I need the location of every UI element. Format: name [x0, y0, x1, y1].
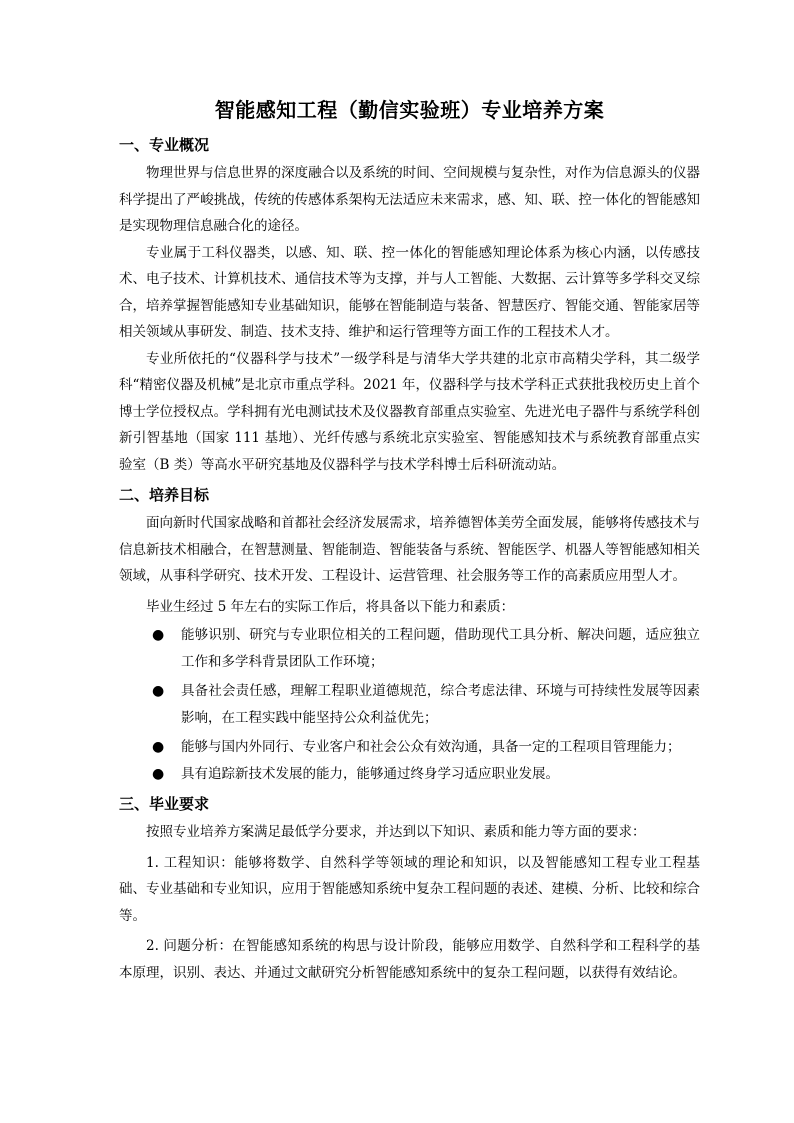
- list-item: [119, 734, 700, 761]
- list-item: [119, 622, 700, 675]
- paragraph: 1. 工程知识：能够将数学、自然科学等领域的理论和知识，以及智能感知工程专业工程基础、专业基础和专业知识，应用于智能感知系统中复杂工程问题的表述、建模、分析、比较和综合等。: [119, 854, 700, 924]
- paragraph: 物理世界与信息世界的深度融合以及系统的时间、空间规模与复杂性，对作为信息源头的仪器科学提出了严峻挑战，传统的传感体系架构无法适应未来需求，感、知、联、控一体化的智能感知是实现物理信息融合化的途径。: [119, 165, 700, 234]
- section-graduation-requirements: [119, 793, 700, 986]
- section-heading: 三、毕业要求: [119, 795, 210, 813]
- list-item: [119, 761, 700, 788]
- bullet-icon: ●: [152, 739, 165, 755]
- list-item: [119, 678, 700, 731]
- list-item-text: 能够与国内外同行、专业客户和社会公众有效沟通，具备一定的工程项目管理能力；: [181, 739, 681, 755]
- paragraph: 2. 问题分析：在智能感知系统的构思与设计阶段，能够应用数学、自然科学和工程科学的基本原理，识别、表达、并通过文献研究分析智能感知系统中的复杂工程问题，以获得有效结论。: [119, 938, 700, 981]
- bullet-icon: ●: [152, 627, 165, 643]
- section-overview: [119, 134, 700, 478]
- bullet-icon: ●: [152, 683, 165, 699]
- document-title: 智能感知工程（勤信实验班）专业培养方案: [214, 98, 605, 122]
- document-page: [119, 96, 700, 986]
- list-item-text: 能够识别、研究与专业职位相关的工程问题，借助现代工具分析、解决问题，适应独立工作和多学科背景团队工作环境；: [181, 627, 700, 670]
- objectives-list: [119, 622, 700, 787]
- section-heading: 二、培养目标: [119, 486, 210, 504]
- section-heading: 一、专业概况: [119, 136, 210, 154]
- paragraph: 按照专业培养方案满足最低学分要求，并达到以下知识、素质和能力等方面的要求：: [146, 824, 646, 840]
- section-objectives: [119, 484, 700, 787]
- paragraph: 毕业生经过 5 年左右的实际工作后，将具备以下能力和素质：: [146, 598, 515, 615]
- paragraph: 专业属于工科仪器类，以感、知、联、控一体化的智能感知理论体系为核心内涵，以传感技术、电子技术、计算机技术、通信技术等为支撑，并与人工智能、大数据、云计算等多学科交叉综合，培养掌握智能感知专业基础知识，能够在智能制造与装备、智慧医疗、智能交通、智能家居等相关领域从事研发、制造、技术支持、维护和运行管理等方面工作的工程技术人才。: [119, 244, 700, 340]
- bullet-icon: ●: [152, 765, 165, 782]
- list-item-text: 具有追踪新技术发展的能力，能够通过终身学习适应职业发展。: [181, 765, 559, 782]
- paragraph: 面向新时代国家战略和首都社会经济发展需求，培养德智体美劳全面发展，能够将传感技术与信息新技术相融合，在智慧测量、智能制造、智能装备与系统、智能医学、机器人等智能感知相关领域，从事科学研究、技术开发、工程设计、运营管理、社会服务等工作的高素质应用型人才。: [119, 515, 700, 584]
- list-item-text: 具备社会责任感，理解工程职业道德规范，综合考虑法律、环境与可持续性发展等因素影响，在工程实践中能坚持公众利益优先；: [181, 683, 700, 726]
- paragraph: 专业所依托的“仪器科学与技术”一级学科是与清华大学共建的北京市高精尖学科，其二级学科“精密仪器及机械”是北京市重点学科。2021 年，仪器科学与技术学科正式获批我校历史上首个博士学位授权点。学科拥有光电测试技术及仪器教育部重点实验室、先进光电子器件与系统学科创新引智基地（国家 111 基地）、光纤传感与系统北京实验室、智能感知技术与系统教育部重点实验室（B 类）等高水平研究基地及仪器科学与技术学科博士后科研流动站。: [119, 350, 700, 473]
